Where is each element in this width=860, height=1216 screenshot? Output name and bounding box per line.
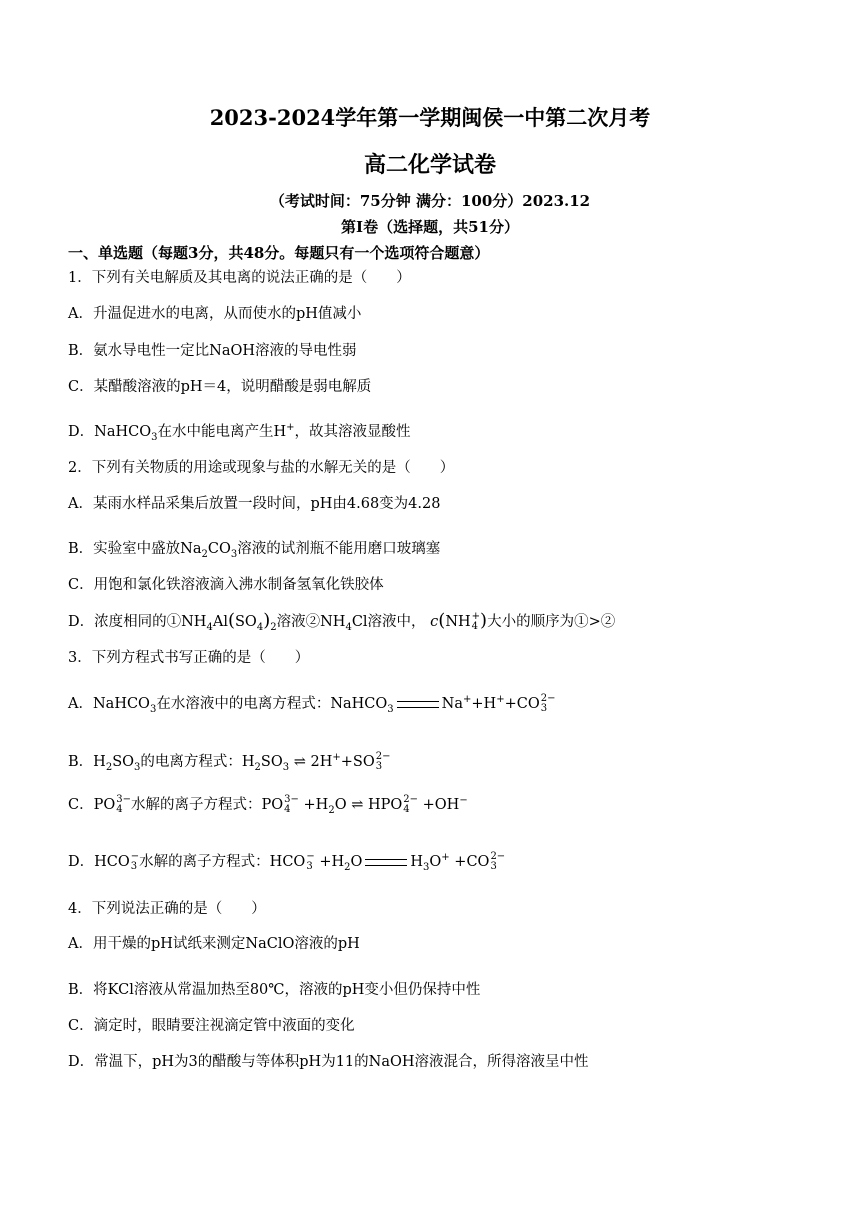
question-3-option-b: B．$H_2SO_3$的电离方程式：$H_2SO_3$ ⇌ 2H++SO 2− 3 — [68, 751, 391, 773]
question-3-stem: 3．下列方程式书写正确的是（ ） — [68, 650, 310, 666]
exam-subtitle: 高二化学试卷 — [363, 152, 496, 178]
exam-info: （考试时间：75分钟 满分：100分）2023.12 — [269, 192, 591, 210]
equilibrium-arrow-icon: ⇌ — [351, 797, 364, 813]
question-1-option-c: C．某醋酸溶液的pH＝4，说明醋酸是弱电解质 — [68, 379, 372, 395]
section-heading: 一、单选题（每题3分，共48分。每题只有一个选项符合题意） — [68, 244, 490, 262]
exam-title: 2023-2024学年第一学期闽侯一中第二次月考 — [209, 105, 651, 130]
question-3-option-d: D．HCO − 3 水解的离子方程式：HCO − 3 $+H_2O$ $H_3O^+ +CO$ 2− 3 — [68, 851, 506, 873]
question-1-option-d: D．NaHCO$_3$在水中能电离产生H+，故其溶液显酸性 — [68, 422, 411, 443]
question-3-option-a: A．NaHCO$_3$在水溶液中的电离方程式：NaHCO$_3$ Na++H++CO 2− 3 — [68, 693, 556, 715]
question-2-option-c: C．用饱和氯化铁溶液滴入沸水制备氢氧化铁胶体 — [68, 577, 384, 593]
question-4-option-d: D．常温下，pH为3的醋酸与等体积pH为11的NaOH溶液混合，所得溶液呈中性 — [68, 1054, 589, 1070]
question-2-stem: 2．下列有关物质的用途或现象与盐的水解无关的是（ ） — [68, 460, 455, 476]
question-4-stem: 4．下列说法正确的是（ ） — [68, 901, 266, 917]
question-2-option-d: D．浓度相同的$①NH_4Al(SO_4)_2$溶液$②NH_4Cl$溶液中， c(NH + 4 )大小的顺序为①>② — [68, 610, 616, 633]
equals-sign-icon — [365, 859, 407, 866]
question-4-option-a: A．用干燥的pH试纸来测定NaClO溶液的pH — [68, 936, 360, 952]
question-1-option-b: B．氨水导电性一定比NaOH溶液的导电性弱 — [68, 343, 357, 359]
question-1-option-a: A．升温促进水的电离，从而使水的pH值减小 — [68, 306, 362, 322]
equilibrium-arrow-icon: ⇌ — [293, 754, 306, 770]
question-2-option-b: B．实验室中盛放$Na_2CO_3$溶液的试剂瓶不能用磨口玻璃塞 — [68, 541, 441, 560]
question-3-option-c: C．PO 3− 4 水解的离子方程式：PO 3− 4 $+H_2O$ ⇌ HPO 2− 4 +OH− — [68, 794, 468, 816]
part-heading: 第Ⅰ卷（选择题，共51分） — [341, 218, 519, 236]
question-2-option-a: A．某雨水样品采集后放置一段时间，pH由4.68变为4.28 — [68, 496, 441, 512]
question-4-option-b: B．将KCl溶液从常温加热至80℃，溶液的pH变小但仍保持中性 — [68, 982, 481, 998]
question-1-stem: 1．下列有关电解质及其电离的说法正确的是（ ） — [68, 270, 411, 286]
equals-sign-icon — [397, 701, 439, 708]
question-4-option-c: C．滴定时，眼睛要注视滴定管中液面的变化 — [68, 1018, 355, 1034]
